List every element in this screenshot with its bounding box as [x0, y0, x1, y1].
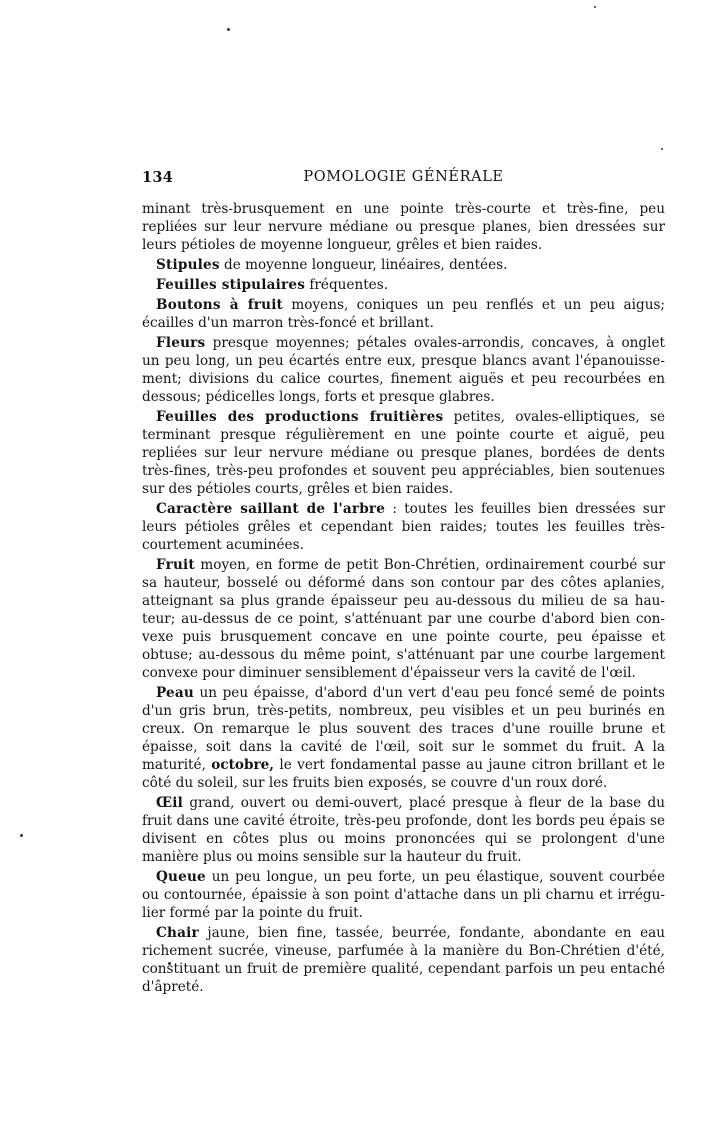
page-number: 134: [142, 169, 174, 186]
paragraph-caractere: [142, 500, 665, 554]
paragraph-fruit: [142, 556, 665, 682]
paragraph-text: moyens, coniques un peu renflés et un peu aigus; écailles d'un marron très-foncé et brillant.: [142, 297, 666, 331]
paragraph-fleurs: [142, 334, 665, 406]
paragraph-lead: Chair: [156, 925, 199, 941]
paragraph-text: fréquentes.: [305, 277, 389, 293]
paragraph-lead: Feuilles des productions fruitières: [156, 409, 444, 425]
running-header: [142, 166, 665, 188]
paragraph-text: moyen, en forme de petit Bon-Chrétien, ordinairement courbé sur sa hauteur, bosselé ou déformé dans son contour par des côtes aplanies, atteignant sa plus grande épaisseur peu au-dessous du milieu de sa hauteur; au-dessus de ce point, s'atténuant par une courbe d'abord bien convexe puis brusquement concave en une pointe courte, peu épaisse et obtuse; au-dessous du même point, s'atténuant par une courbe largement convexe pour diminuer sensiblement d'épaisseur vers la cavité de l'œil.: [142, 557, 665, 681]
paragraph-text: un peu longue, un peu forte, un peu élastique, souvent courbée ou contournée, épaissie à son point d'attache dans un pli charnu et irrégulier formé par la pointe du fruit.: [142, 869, 665, 921]
paragraph-feuilles-stipulaires: [142, 276, 665, 294]
page-body: [142, 200, 665, 996]
paragraph-text: minant très-brusquement en une pointe très-courte et très-fine, peu repliées sur leur nervure médiane ou presque planes, bien dressées sur leurs pétioles de moyenne longueur, grêles et bien raides.: [142, 201, 665, 253]
maturity-month: octobre,: [211, 757, 275, 773]
paragraph-chair: [142, 924, 665, 996]
paragraph-boutons: [142, 296, 665, 332]
paragraph-lead: Fruit: [156, 557, 195, 573]
paragraph-lead: Stipules: [156, 257, 220, 273]
paragraph-continuation: [142, 200, 665, 254]
paragraph-oeil: [142, 794, 665, 866]
paragraph-lead: Queue: [156, 869, 206, 885]
scan-speck: [594, 6, 596, 8]
scan-speck: [661, 148, 663, 150]
paragraph-text: un peu épaisse, d'abord d'un vert d'eau peu foncé semé de points d'un gris brun, très-petits, nombreux, peu visibles et un peu burinés en creux. On remarque le plus souvent des traces d'une rouille brune et épaisse, soit dans la cavité de l'œil, soit sur le sommet du fruit. A la maturité,: [142, 685, 665, 773]
book-page: [142, 166, 665, 998]
scan-speck: [227, 28, 230, 31]
paragraph-text: : toutes les feuilles bien dressées sur leurs pétioles grêles et cependant bien raides; toutes les feuilles très-courtement acuminées.: [142, 501, 665, 553]
paragraph-lead: Œil: [156, 795, 183, 811]
paragraph-lead: Caractère saillant de l'arbre: [156, 501, 386, 517]
paragraph-lead: Fleurs: [156, 335, 206, 351]
paragraph-feuilles-productions: [142, 408, 665, 498]
scan-speck: [20, 834, 23, 837]
paragraph-queue: [142, 868, 665, 922]
paragraph-text: de moyenne longueur, linéaires, dentées.: [219, 257, 508, 273]
paragraph-lead: Peau: [156, 685, 194, 701]
running-title: POMOLOGIE GÉNÉRALE: [303, 169, 504, 185]
paragraph-text: presque moyennes; pétales ovales-arrondis, concaves, à onglet un peu long, un peu écartés entre eux, presque blancs avant l'épanouissement; divisions du calice courtes, finement aiguës et peu recourbées en dessous; pédicelles longs, forts et presque glabres.: [142, 335, 665, 405]
paragraph-text: grand, ouvert ou demi-ouvert, placé presque à fleur de la base du fruit dans une cavité étroite, très-peu profonde, dont les bords peu épais se divisent en côtes plus ou moins prononcées qui se prolongent d'une manière plus ou moins sensible sur la hauteur du fruit.: [142, 795, 665, 865]
paragraph-text-after: le vert fondamental passe au jaune citron brillant et le côté du soleil, sur les fruits bien exposés, se couvre d'un roux doré.: [142, 757, 665, 791]
paragraph-text: jaune, bien fine, tassée, beurrée, fondante, abondante en eau richement sucrée, vineuse, parfumée à la manière du Bon-Chrétien d'été, constituant un fruit de première qualité, cependant parfois un peu entaché d'âpreté.: [142, 925, 665, 995]
paragraph-peau: [142, 684, 665, 792]
paragraph-lead: Feuilles stipulaires: [156, 277, 306, 293]
paragraph-stipules: [142, 256, 665, 274]
paragraph-text: petites, ovales-elliptiques, se terminant presque régulièrement en une pointe courte et aiguë, peu repliées sur leur nervure médiane ou presque planes, bordées de dents très-fines, très-peu profondes et souvent peu appréciables, bien soutenues sur des pétioles courts, grêles et bien raides.: [142, 409, 665, 497]
paragraph-lead: Boutons à fruit: [156, 297, 284, 313]
